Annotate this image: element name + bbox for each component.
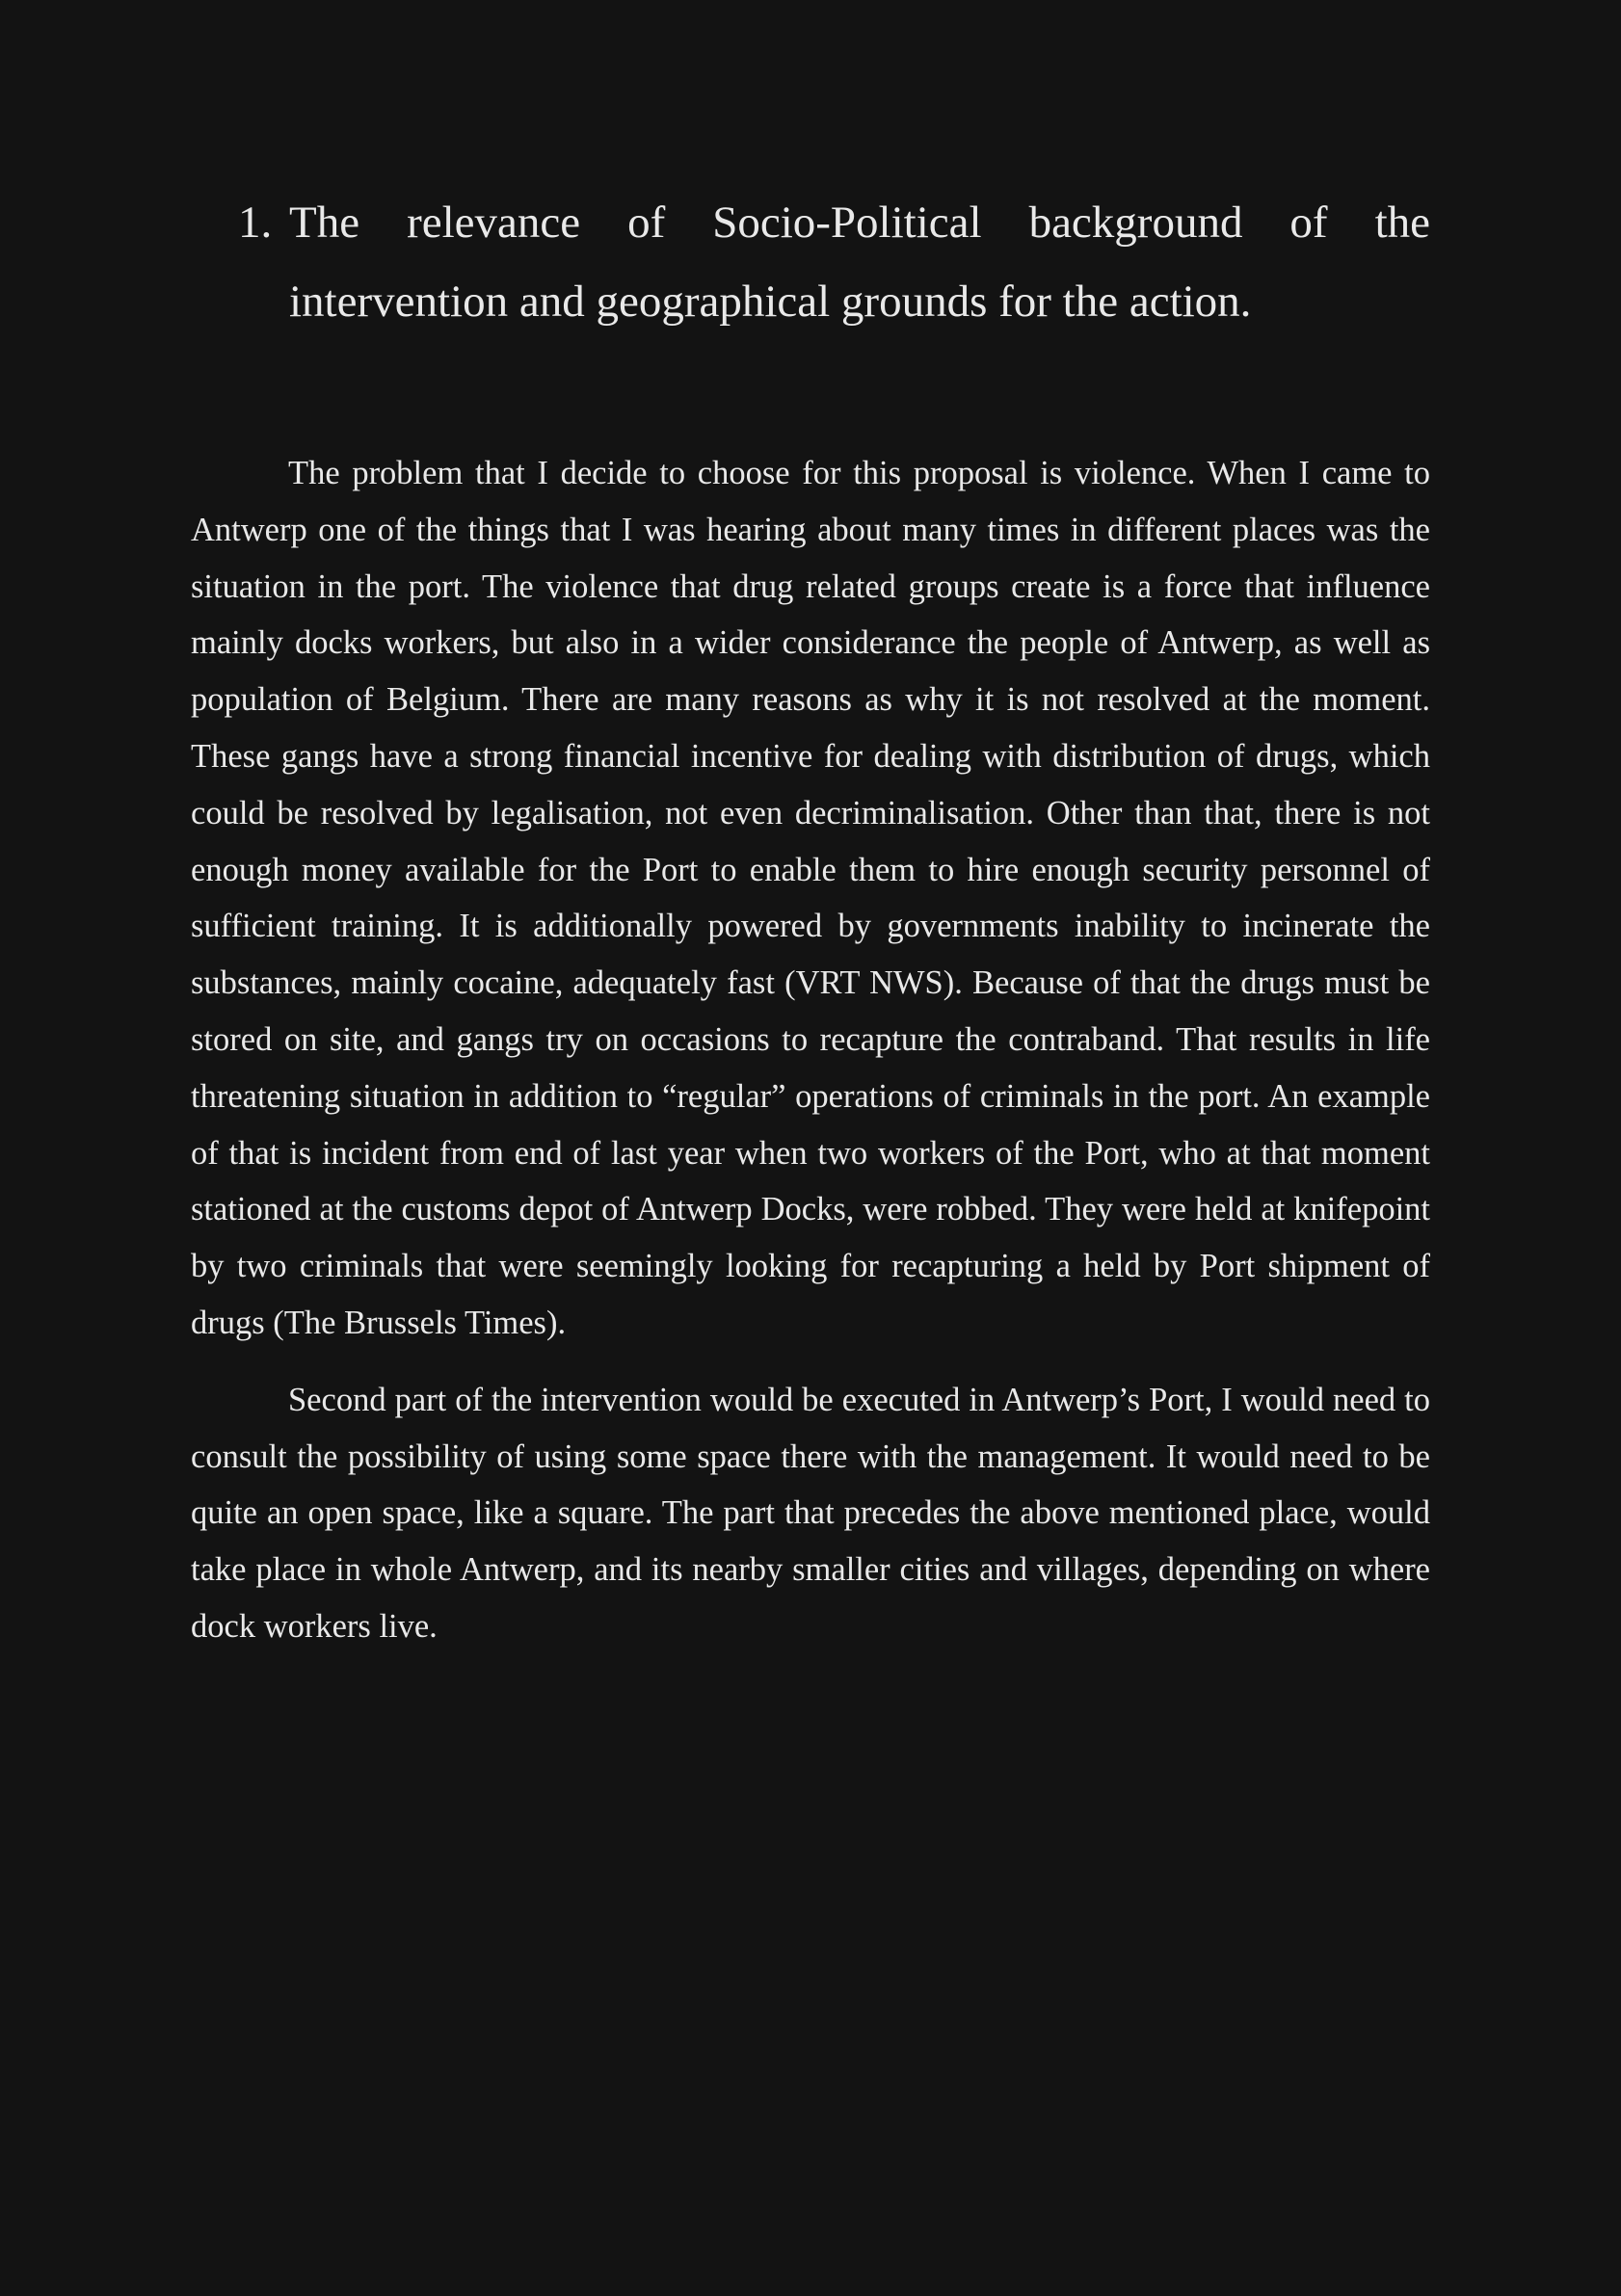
body-text [191,445,1430,1676]
section-heading [238,183,1430,341]
section-number: 1. [238,198,273,248]
section-title: The relevance of Socio-Political background of the intervention and geographical grounds for the action. [289,198,1430,327]
paragraph-violence-problem: The problem that I decide to choose for this proposal is violence. When I came to Antwerp one of the things that I was hearing about many times in different places was the situation in the port. The violence that drug related groups create is a force that influence mainly docks workers, but also in a wider considerance the people of Antwerp, as well as population of Belgium. There are many reasons as why it is not resolved at the moment. These gangs have a strong financial incentive for dealing with distribution of drugs, which could be resolved by legalisation, not even decriminalisation. Other than that, there is not enough money available for the Port to enable them to hire enough security personnel of sufficient training. It is additionally powered by governments inability to incinerate the substances, mainly cocaine, adequately fast (VRT NWS). Because of that the drugs must be stored on site, and gangs try on occasions to recapture the contraband. That results in life threatening situation in addition to “regular” operations of criminals in the port. An example of that is incident from end of last year when two workers of the Port, who at that moment stationed at the customs depot of Antwerp Docks, were robbed. They were held at knifepoint by two criminals that were seemingly looking for recapturing a held by Port shipment of drugs (The Brussels Times). [191,455,1430,1341]
paragraph-intervention-location: Second part of the intervention would be executed in Antwerp’s Port, I would need to consult the possibility of using some space there with the management. It would need to be quite an open space, like a square. The part that precedes the above mentioned place, would take place in whole Antwerp, and its nearby smaller cities and villages, depending on where dock workers live. [191,1381,1430,1645]
